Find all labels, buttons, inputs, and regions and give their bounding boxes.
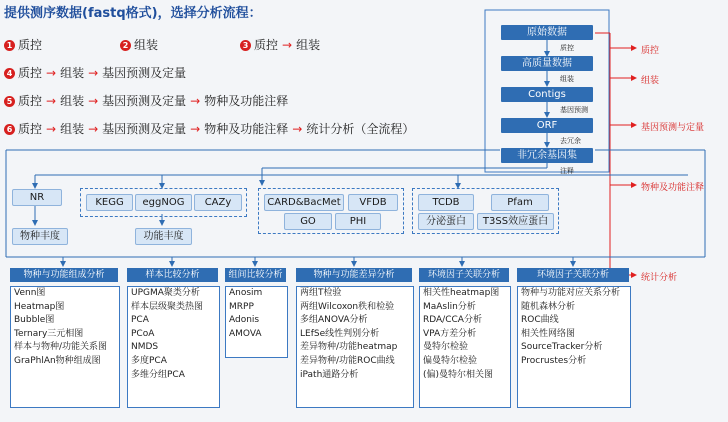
list-item: 相关性heatmap图 [423, 288, 500, 298]
flow-step-label: 注释 [560, 167, 574, 175]
arrow-icon: → [190, 94, 201, 108]
db-phi: PHI [335, 213, 381, 230]
flow-step-label: 质控 [560, 44, 574, 52]
option-number: 1 [4, 40, 15, 51]
list-item: Adonis [229, 315, 260, 326]
panel-header: 环境因子关联分析 [517, 268, 629, 282]
option-number: 5 [4, 96, 15, 107]
list-item: iPath通路分析 [300, 369, 359, 380]
option-number: 6 [4, 124, 15, 135]
step-label: 组装 [60, 122, 85, 136]
list-item: 随机森林分析 [521, 301, 576, 312]
db-eggnog: eggNOG [135, 194, 192, 211]
arrow-icon: → [190, 122, 201, 136]
list-item: 两组T检验 [300, 288, 342, 298]
list-item: 样本与物种/功能关系图 [14, 342, 108, 353]
panel-header: 物种与功能差异分析 [296, 268, 412, 282]
page-title: 提供测序数据(fastq格式)，选择分析流程： [4, 6, 262, 21]
list-item: 物种与功能对应关系分析 [521, 288, 621, 298]
flow-gene-set: 非冗余基因集 [501, 148, 593, 163]
list-item: 多维分组PCA [131, 369, 185, 380]
step-label: 统计分析（全流程） [306, 122, 415, 136]
stage-assembly: 组装 [641, 76, 660, 86]
option-number: 3 [240, 40, 251, 51]
step-label: 基因预测及定量 [102, 122, 187, 136]
list-item: PCoA [131, 328, 155, 339]
option-3 [240, 36, 320, 53]
function-abundance: 功能丰度 [135, 228, 192, 245]
panel-group-comparison [225, 286, 288, 358]
list-item: Heatmap图 [14, 301, 65, 312]
db-tcdb: TCDB [418, 194, 474, 211]
list-item: LEfSe线性判别分析 [300, 328, 380, 339]
step-label: 组装 [60, 66, 85, 80]
db-cazy: CAZy [194, 194, 242, 211]
species-abundance: 物种丰度 [12, 228, 68, 245]
db-pfam: Pfam [491, 194, 549, 211]
stage-annotation: 物种及功能注释 [641, 183, 705, 193]
list-item: Procrustes分析 [521, 355, 587, 366]
step-label: 质控 [18, 38, 43, 52]
arrow-icon: → [88, 122, 99, 136]
step-label: 质控 [18, 122, 43, 136]
list-item: VPA方差分析 [423, 328, 477, 339]
option-number: 2 [120, 40, 131, 51]
flow-step-label: 组装 [560, 75, 574, 83]
flow-step-label: 基因预测 [560, 106, 588, 114]
option-1 [4, 36, 42, 53]
list-item: Anosim [229, 288, 263, 298]
list-item: UPGMA聚类分析 [131, 288, 200, 298]
list-item: 曼特尔检验 [423, 342, 469, 353]
list-item: NMDS [131, 342, 159, 353]
flow-step-label: 去冗余 [560, 137, 581, 145]
panel-header: 样本比较分析 [127, 268, 218, 282]
panel-sample-comparison [127, 286, 220, 408]
list-item: Ternary三元相图 [14, 328, 84, 339]
list-item: ROC曲线 [521, 315, 559, 326]
arrow-icon: → [46, 66, 57, 80]
list-item: MRPP [229, 301, 254, 312]
flow-clean-data: 高质量数据 [501, 56, 593, 71]
list-item: GraPhlAn物种组成图 [14, 355, 101, 366]
db-kegg: KEGG [86, 194, 133, 211]
panel-header: 物种与功能组成分析 [10, 268, 118, 282]
db-vfdb: VFDB [348, 194, 398, 211]
flow-raw-data: 原始数据 [501, 25, 593, 40]
db-t3ss-effector: T3SS效应蛋白 [477, 213, 554, 230]
panel-header: 组间比较分析 [225, 268, 286, 282]
panel-environment-2 [517, 286, 631, 408]
stage-gene-prediction: 基因预测与定量 [641, 123, 705, 133]
arrow-icon: → [88, 66, 99, 80]
list-item: MaAslin分析 [423, 301, 476, 312]
list-item: SourceTracker分析 [521, 342, 603, 353]
arrow-icon: → [88, 94, 99, 108]
db-nr: NR [12, 189, 62, 206]
step-label: 基因预测及定量 [102, 66, 187, 80]
db-go: GO [284, 213, 332, 230]
list-item: PCA [131, 315, 149, 326]
option-2 [120, 36, 158, 53]
list-item: 样本层级聚类热图 [131, 301, 204, 312]
flow-orf: ORF [501, 118, 593, 133]
list-item: 多度PCA [131, 355, 167, 366]
list-item: 两组Wilcoxon秩和检验 [300, 301, 395, 312]
step-label: 质控 [18, 94, 43, 108]
arrow-icon: → [46, 122, 57, 136]
stage-statistics: 统计分析 [641, 273, 678, 283]
panel-composition [10, 286, 120, 408]
step-label: 组装 [60, 94, 85, 108]
step-label: 物种及功能注释 [204, 94, 289, 108]
panel-differential [296, 286, 414, 408]
list-item: AMOVA [229, 328, 262, 339]
step-label: 基因预测及定量 [102, 94, 187, 108]
list-item: Bubble图 [14, 315, 55, 326]
arrow-icon: → [282, 38, 293, 52]
db-secreted-protein: 分泌蛋白 [418, 213, 474, 230]
db-card-bacmet: CARD&BacMet [264, 194, 344, 211]
flow-contigs: Contigs [501, 87, 593, 102]
list-item: RDA/CCA分析 [423, 315, 482, 326]
option-5 [4, 92, 288, 109]
option-6 [4, 120, 414, 137]
panel-environment [419, 286, 511, 408]
option-4 [4, 64, 186, 81]
list-item: 偏曼特尔检验 [423, 355, 478, 366]
list-item: 相关性网络图 [521, 328, 576, 339]
step-label: 组装 [134, 38, 159, 52]
stage-qc: 质控 [641, 46, 660, 56]
list-item: 多组ANOVA分析 [300, 315, 368, 326]
step-label: 质控 [18, 66, 43, 80]
arrow-icon: → [46, 94, 57, 108]
list-item: 差异物种/功能ROC曲线 [300, 355, 395, 366]
panel-header: 环境因子关联分析 [419, 268, 509, 282]
step-label: 物种及功能注释 [204, 122, 289, 136]
list-item: Venn图 [14, 288, 46, 298]
step-label: 质控 [254, 38, 279, 52]
list-item: 差异物种/功能heatmap [300, 342, 398, 353]
step-label: 组装 [296, 38, 321, 52]
option-number: 4 [4, 68, 15, 79]
arrow-icon: → [292, 122, 303, 136]
list-item: (偏)曼特尔相关图 [423, 369, 494, 380]
